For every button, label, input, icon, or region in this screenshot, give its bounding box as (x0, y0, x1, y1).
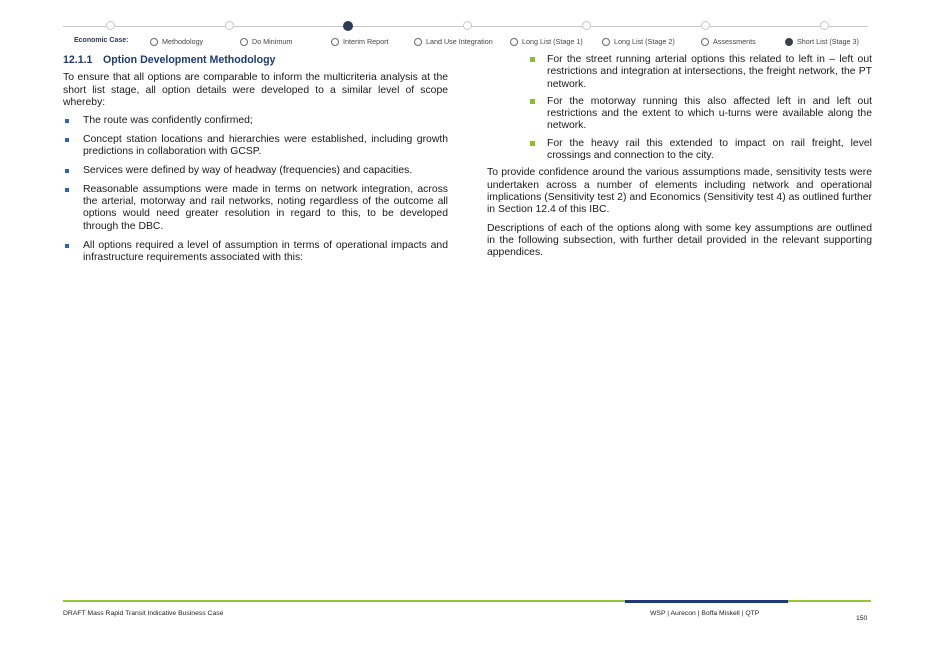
nav-item-long-list-stage-2[interactable]: Long List (Stage 2) (602, 37, 675, 46)
nav-item-long-list-stage-1[interactable]: Long List (Stage 1) (510, 37, 583, 46)
radio-icon (701, 38, 709, 46)
economic-case-label: Economic Case: (74, 37, 129, 44)
radio-icon (240, 38, 248, 46)
descriptions-paragraph: Descriptions of each of the options along with some key assumptions are outlined in the following subsection, with further detail provided in the relevant supporting appendices. (487, 222, 872, 259)
section-heading (63, 54, 448, 66)
radio-icon (150, 38, 158, 46)
progress-node-2[interactable] (225, 21, 234, 30)
list-item: Services were defined by way of headway (frequencies) and capacities. (63, 165, 448, 177)
progress-node-5[interactable] (582, 21, 591, 30)
left-column (63, 54, 448, 271)
radio-icon (602, 38, 610, 46)
section-number: 12.1.1 (63, 54, 93, 66)
radio-selected-icon (785, 38, 793, 46)
list-item: All options required a level of assumption in terms of operational impacts and infrastructure requirements associated with this: (63, 240, 448, 265)
nav-item-land-use-integration[interactable]: Land Use Integration (414, 37, 493, 46)
sensitivity-paragraph: To provide confidence around the various assumptions made, sensitivity tests were undertaken across a number of elements including network and operational implications (Sensitivity test 2) and Economics (Sensitivity test 4) as outlined further in Section 12.4 of this IBC. (487, 167, 872, 216)
progress-node-1[interactable] (106, 21, 115, 30)
nav-item-interim-report[interactable]: Interim Report (331, 37, 389, 46)
progress-node-7[interactable] (820, 21, 829, 30)
scope-bullet-list (63, 115, 448, 264)
footer-document-title: DRAFT Mass Rapid Transit Indicative Business Case (63, 610, 224, 617)
list-item: For the motorway running this also affected left in and left out restrictions and the extent to which u-turns were available along the network. (487, 96, 872, 133)
nav-item-assessments[interactable]: Assessments (701, 37, 756, 46)
assumption-sub-bullet-list (487, 54, 872, 162)
list-item: Reasonable assumptions were made in terms on network integration, across the arterial, motorway and rail networks, noting regardless of the outcome all options would need greater resolution in regard to this, to be developed through the DBC. (63, 184, 448, 233)
radio-icon (510, 38, 518, 46)
page-number: 150 (856, 615, 868, 622)
list-item: For the heavy rail this extended to impact on rail freight, level crossings and connection to the city. (487, 138, 872, 163)
list-item: The route was confidently confirmed; (63, 115, 448, 127)
radio-icon (414, 38, 422, 46)
intro-paragraph: To ensure that all options are comparable to inform the multicriteria analysis at the short list stage, all option details were developed to a similar level of scope whereby: (63, 72, 448, 108)
radio-icon (331, 38, 339, 46)
list-item: Concept station locations and hierarchies were established, including growth predictions in collaboration with GCSP. (63, 134, 448, 159)
list-item: For the street running arterial options this related to left in – left out restrictions and integration at intersections, the freight network, the PT network. (487, 54, 872, 91)
section-title: Option Development Methodology (103, 54, 276, 66)
progress-node-4[interactable] (463, 21, 472, 30)
nav-item-short-list-stage-3[interactable]: Short List (Stage 3) (785, 37, 859, 46)
progress-node-3-current[interactable] (343, 21, 353, 31)
progress-node-6[interactable] (701, 21, 710, 30)
footer-accent-bar (625, 600, 788, 603)
footer-partners: WSP | Aurecon | Boffa Miskell | QTP (650, 610, 760, 617)
right-column (487, 54, 872, 265)
nav-item-do-minimum[interactable]: Do Minimum (240, 37, 292, 46)
nav-item-methodology[interactable]: Methodology (150, 37, 203, 46)
